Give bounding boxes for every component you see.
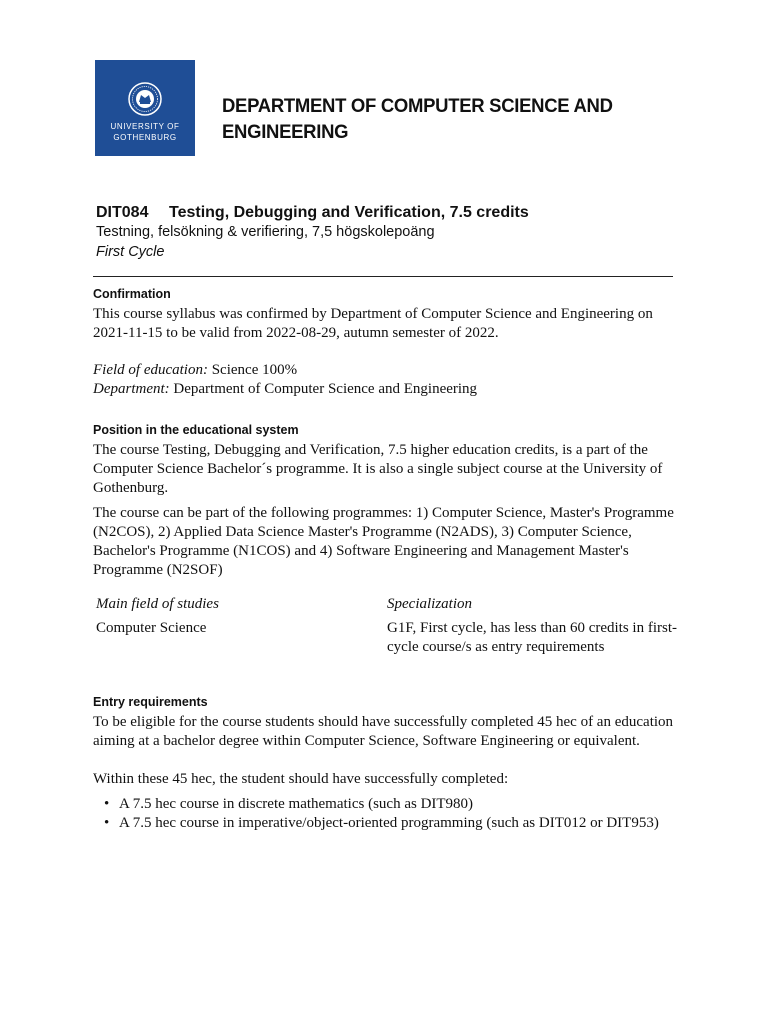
list-item — [93, 795, 663, 814]
position-heading: Position in the educational system — [93, 423, 299, 437]
entry-paragraph-1: To be eligible for the course students should have successfully completed 45 hec of an education aiming at a bachelor degree within Computer Science, Software Engineering or equivalent. — [93, 714, 674, 749]
course-cycle: First Cycle — [96, 244, 165, 260]
divider — [93, 276, 673, 277]
list-item — [93, 814, 663, 833]
bullet-icon: • — [104, 815, 110, 831]
logo-wordmark-line1: UNIVERSITY OF — [110, 122, 180, 131]
department-label: Department: — [93, 381, 170, 397]
list-item-text: A 7.5 hec course in discrete mathematics (such as DIT980) — [119, 796, 474, 812]
list-item-text: A 7.5 hec course in imperative/object-oriented programming (such as DIT012 or DIT953) — [119, 815, 659, 831]
department-value: Department of Computer Science and Engineering — [173, 381, 478, 397]
course-code: DIT084 — [96, 204, 149, 221]
table-header-main-field: Main field of studies — [96, 596, 219, 612]
bullet-icon: • — [104, 796, 110, 812]
field-of-education — [93, 361, 678, 380]
university-seal-icon — [128, 82, 162, 116]
department-title: DEPARTMENT OF COMPUTER SCIENCE AND ENGINEERING — [222, 94, 613, 143]
entry-heading: Entry requirements — [93, 695, 208, 709]
course-heading — [96, 204, 529, 222]
department-line — [93, 380, 678, 399]
field-value: Science 100% — [211, 362, 298, 378]
table-cell-main-field: Computer Science — [96, 620, 207, 636]
field-label: Field of education: — [93, 362, 208, 378]
university-logo — [95, 60, 195, 156]
position-paragraph-2: The course can be part of the following programmes: 1) Computer Science, Master's Programme (N2COS), 2) Applied Data Science Master's Programme (N2ADS), 3) Computer Science, Bachelor's Programme (N1COS) and 4) Software Engineering and Management Master's Programme (N2SOF) — [93, 505, 674, 578]
logo-wordmark-line2: GOTHENBURG — [113, 133, 177, 142]
table-cell-specialization: G1F, First cycle, has less than 60 credits in first-cycle course/s as entry requirements — [387, 620, 678, 655]
table-header-specialization: Specialization — [387, 596, 472, 612]
position-paragraph-1: The course Testing, Debugging and Verification, 7.5 higher education credits, is a part of the Computer Science Bachelor´s programme. It is also a single subject course at the University of Gothenburg. — [93, 442, 663, 496]
entry-paragraph-2: Within these 45 hec, the student should have successfully completed: — [93, 771, 509, 787]
course-swedish-title: Testning, felsökning & verifiering, 7,5 högskolepoäng — [96, 224, 435, 240]
entry-requirements-list — [93, 795, 663, 833]
course-title: Testing, Debugging and Verification, 7.5 credits — [169, 204, 529, 221]
confirmation-text: This course syllabus was confirmed by Department of Computer Science and Engineering on 2021-11-15 to be valid from 2022-08-29, autumn semester of 2022. — [93, 306, 653, 341]
confirmation-heading: Confirmation — [93, 287, 171, 301]
